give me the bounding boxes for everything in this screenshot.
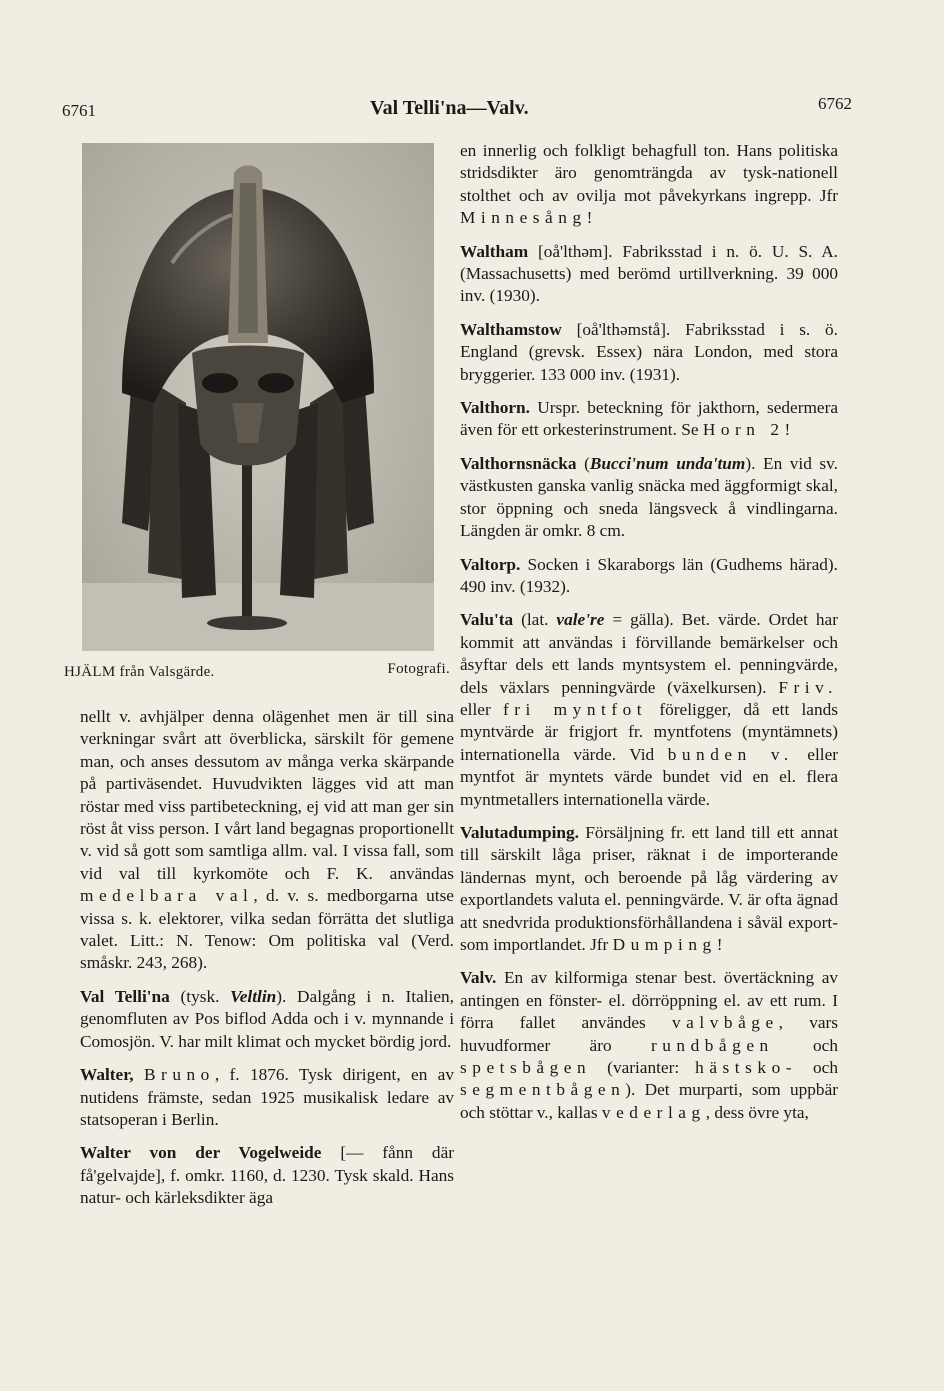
entry-text: [oå'lthəmstå]. Fabriksstad i s. ö. England (grevsk. Essex) nära London, med stora bryggerier. 133 000 inv. (1931).	[460, 319, 838, 384]
headword: Val Telli'na	[80, 986, 170, 1006]
page-number-right: 6762	[818, 94, 852, 113]
entry-text: En av kilformiga stenar best. övertäckning av antingen en fönster- el. dörröppning el. av ett rum. I förra fallet användes	[460, 968, 838, 1033]
headword: Valtorp.	[460, 554, 521, 574]
entry-text: , dess övre yta,	[705, 1102, 809, 1122]
entry-text: Urspr. beteckning för jakthorn, sedermera även för ett orkesterinstrument. Se	[460, 398, 838, 440]
spaced-term: hästsko-	[695, 1058, 798, 1078]
entry-text: !	[784, 420, 791, 440]
entry-text: (varianter:	[591, 1058, 696, 1078]
spaced-term: bunden v.	[667, 744, 794, 764]
spaced-term: Horn 2	[702, 420, 785, 440]
spaced-term: Minnesång	[460, 208, 587, 228]
headword: Waltham	[460, 241, 529, 261]
entry-text: ). En vid sv. västkusten ganska vanlig snäcka med äggformigt skal, stor öppning och sneda längsveck å vindlingarna. Längden är omkr. 8 cm.	[460, 453, 838, 541]
entry-text: ). Det murparti, som uppbär och stöttar v., kallas	[460, 1080, 838, 1122]
entry-text: !	[716, 935, 723, 954]
continued-paragraph	[460, 140, 838, 230]
paragraph-text: en innerlig och folkligt behagfull ton. Hans politiska stridsdikter äro genomträngda av tysk-nationell stolthet och av ovilja mot påvekyrkans ingrepp. Jfr	[460, 141, 838, 205]
spaced-term: Dumping	[612, 935, 717, 954]
entry-text: föreligger, då ett lands myntvärde är frigjort fr. myntfotens (myntämnets) internationella värde. Vid	[460, 699, 838, 764]
spaced-term: rundbågen	[650, 1035, 774, 1055]
spaced-term: fri myntfot	[502, 699, 648, 719]
headword: Walter,	[80, 1065, 134, 1085]
spaced-term: Friv.	[778, 677, 838, 697]
headword: Valutadumping.	[460, 822, 579, 842]
entry-val-tellina	[80, 986, 454, 1053]
entry-text: (	[576, 453, 590, 473]
entry-walter	[80, 1064, 454, 1131]
entry-text: (lat.	[513, 610, 557, 630]
italic-term: Veltlin	[230, 986, 277, 1006]
spaced-term: spetsbågen	[460, 1058, 592, 1078]
spaced-term: valvbåge	[672, 1013, 779, 1033]
headword: Valu'ta	[460, 610, 514, 630]
entry-text: eller	[460, 699, 503, 719]
headword: Valthorn.	[460, 398, 530, 418]
entry-text: (tysk.	[169, 986, 231, 1006]
headword: Walthamstow	[460, 319, 562, 339]
entry-text: [oå'lthəm]. Fabriksstad i n. ö. U. S. A. (Massachusetts) med berömd urtillverkning. 39 000 inv. (1930).	[460, 241, 838, 306]
entry-vogelweide	[80, 1142, 454, 1209]
paragraph-text: , d. v. s. medborgarna utse vissa s. k. elektorer, vilka sedan förrätta det slutliga valet. Litt.: N. Tenow: Om politiska val (Verd. småskr. 243, 268).	[80, 886, 454, 973]
running-title: Val Telli'na—Valv.	[370, 97, 529, 119]
entry-text: , vars huvudformer äro	[460, 1013, 838, 1055]
headword: Valv.	[460, 968, 497, 988]
italic-term: vale're	[556, 610, 605, 630]
entry-text: [— fånn där få'gelvajde], f. omkr. 1160, d. 1230. Tysk skald. Hans natur- och kärleksdikter äga	[80, 1143, 454, 1208]
headword: Valthornsnäcka	[460, 453, 577, 473]
entry-valuta	[460, 609, 838, 811]
spaced-term: Bruno	[143, 1065, 215, 1085]
spaced-term: medelbara val	[80, 886, 254, 906]
continued-paragraph	[80, 706, 454, 975]
entry-text: Socken i Skaraborgs län (Gudhems härad). 490 inv. (1932).	[460, 554, 838, 596]
spaced-term: segmentbågen	[460, 1080, 626, 1100]
entry-text: och	[797, 1058, 838, 1078]
right-column	[460, 140, 838, 1135]
helmet-photograph	[82, 143, 434, 651]
entry-valthorn	[460, 397, 838, 442]
page-number-left: 6761	[62, 101, 96, 120]
left-column	[80, 706, 454, 1221]
entry-text: eller myntfot är myntets värde bundet vid en el. flera myntmetallers internationella värde.	[460, 744, 838, 809]
caption-credit: Fotografi.	[387, 661, 450, 677]
headword: Walter von der Vogelweide	[80, 1143, 322, 1163]
entry-text: Försäljning fr. ett land till ett annat till särskilt låga priser, räknat i de importerande ländernas mynt, och beroende på låg värdering av exportlandets valuta el. penningvärde. V. är ofta ägnad att snedvrida produktionsförhållandena i såväl export- som importlandet. Jfr	[460, 822, 838, 954]
entry-valtorp	[460, 554, 838, 599]
entry-text: ). Dalgång i n. Italien, genomfluten av Pos biflod Adda och i v. mynnande i Comosjön. V. har milt klimat och mycket bördig jord.	[80, 986, 454, 1051]
entry-valthornsnacka	[460, 453, 838, 543]
paragraph-text: !	[586, 208, 593, 228]
entry-valv	[460, 967, 838, 1124]
italic-term: Bucci'num unda'tum	[589, 453, 746, 473]
spaced-term: vederlag	[601, 1102, 706, 1122]
entry-waltham	[460, 241, 838, 308]
entry-valutadumping	[460, 822, 838, 956]
helmet-illustration	[82, 143, 434, 651]
entry-walthamstow	[460, 319, 838, 386]
entry-text: = gälla). Bet. värde. Ordet har kommit att användas i förvillande bemärkelser och åsyftar dels ett lands myntsystem el. penningvärde, dels växlars penningvärde (växelkursen).	[460, 610, 838, 697]
entry-text: och	[773, 1035, 838, 1055]
entry-text: , f. 1876. Tysk dirigent, en av nutidens främste, sedan 1925 musikalisk ledare av statsoperan i Berlin.	[80, 1065, 454, 1129]
paragraph-text: nellt v. avhjälper denna olägenhet men är till sina verkningar svårt att överblicka, särskilt för gemene man, och anses dessutom av många verka skärpande på partiväsendet. Huvudvikten lägges vid att man röstar med viss partibeteckning, ej vid att man ger sin röst åt viss person. I vårt land begagnas proportionellt v. vid så gott som samtliga allm. val. I vissa fall, som vid val till kyrkomöte och F. K. användas	[80, 707, 454, 883]
caption-title: HJÄLM från Valsgärde.	[64, 664, 215, 680]
